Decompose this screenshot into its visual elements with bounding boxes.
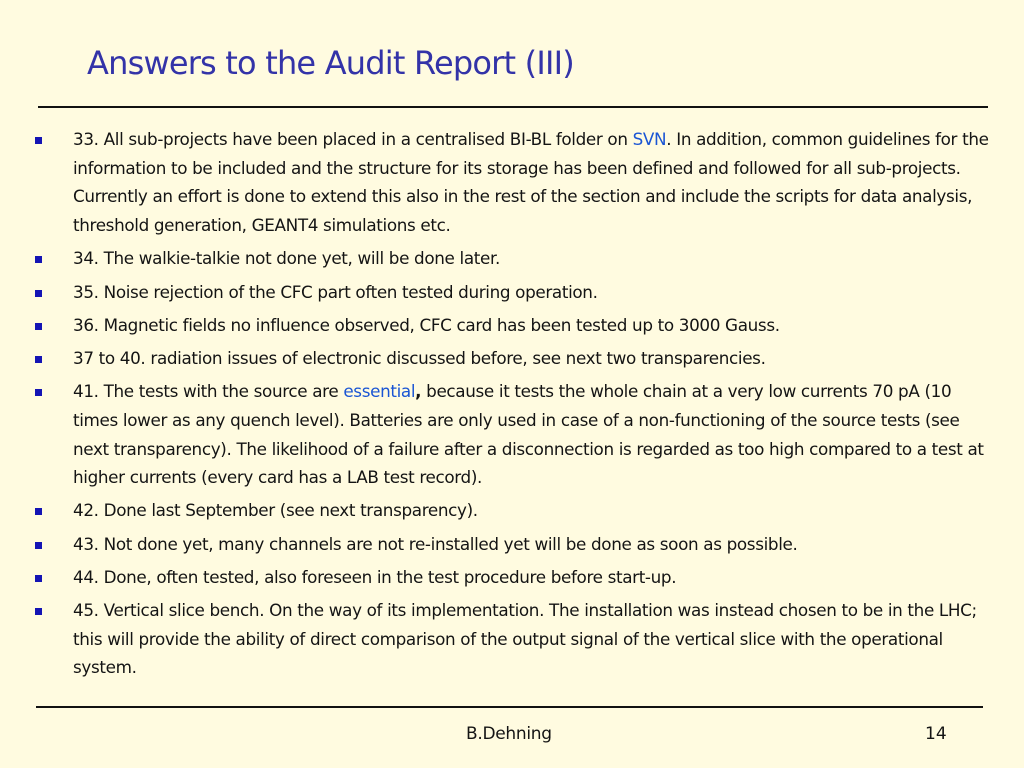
footer-author: B.Dehning — [466, 724, 552, 744]
list-item — [0, 596, 995, 682]
item-text: 42. Done last September (see next transparency). — [73, 500, 478, 521]
list-item — [0, 530, 995, 559]
item-text: , — [415, 381, 422, 402]
list-item — [0, 311, 995, 340]
svn-link[interactable]: SVN — [632, 129, 667, 149]
item-text: 41. The tests with the source are — [73, 381, 344, 402]
item-text: 44. Done, often tested, also foreseen in the test procedure before start-up. — [73, 566, 677, 587]
square-bullet-icon — [35, 542, 42, 549]
title-divider — [38, 106, 988, 108]
item-text: 43. Not done yet, many channels are not re-installed yet will be done as soon as possible. — [73, 533, 798, 554]
essential-link[interactable]: essential — [343, 381, 416, 402]
square-bullet-icon — [35, 508, 42, 515]
square-bullet-icon — [35, 389, 42, 396]
list-item — [0, 563, 995, 592]
item-text: . In addition, common guidelines for the information to be included and the structure for its storage has been defined and followed for all sub-projects. Currently an effort is done to extend this also in the rest of the section and include the scripts for data analysis, threshold generation, GEANT4 simulations etc. — [73, 129, 989, 236]
item-text: 36. Magnetic fields no influence observed, CFC card has been tested up to 3000 Gauss. — [73, 314, 780, 335]
list-item — [0, 496, 995, 525]
square-bullet-icon — [35, 290, 42, 297]
square-bullet-icon — [35, 137, 42, 144]
footer-divider — [36, 706, 983, 708]
square-bullet-icon — [35, 575, 42, 582]
bullet-list — [0, 125, 1024, 687]
list-item — [0, 344, 995, 373]
square-bullet-icon — [35, 323, 42, 330]
item-text: 35. Noise rejection of the CFC part often tested during operation. — [73, 281, 598, 302]
list-item — [0, 278, 995, 307]
item-text: 37 to 40. radiation issues of electronic discussed before, see next two transparencies. — [73, 347, 766, 368]
item-text: because it tests the whole chain at a very low currents 70 pA (10 times lower as any quench level). Batteries are only used in case of a non-functioning of the source tests (see next transparency). The likelihood of a failure after a disconnection is regarded as too high compared to a test at higher currents (every card has a LAB test record). — [73, 381, 984, 488]
list-item — [0, 377, 995, 492]
square-bullet-icon — [35, 356, 42, 363]
square-bullet-icon — [35, 256, 42, 263]
item-text: 33. All sub-projects have been placed in a centralised BI-BL folder on — [73, 129, 633, 149]
list-item — [0, 125, 995, 240]
square-bullet-icon — [35, 608, 42, 615]
item-text: 34. The walkie-talkie not done yet, will be done later. — [73, 248, 500, 269]
page-number: 14 — [925, 724, 947, 744]
list-item — [0, 244, 995, 273]
slide-title: Answers to the Audit Report (III) — [87, 44, 574, 82]
item-text: 45. Vertical slice bench. On the way of its implementation. The installation was instead chosen to be in the LHC; this will provide the ability of direct comparison of the output signal of the vertical slice with the operational system. — [73, 600, 977, 678]
